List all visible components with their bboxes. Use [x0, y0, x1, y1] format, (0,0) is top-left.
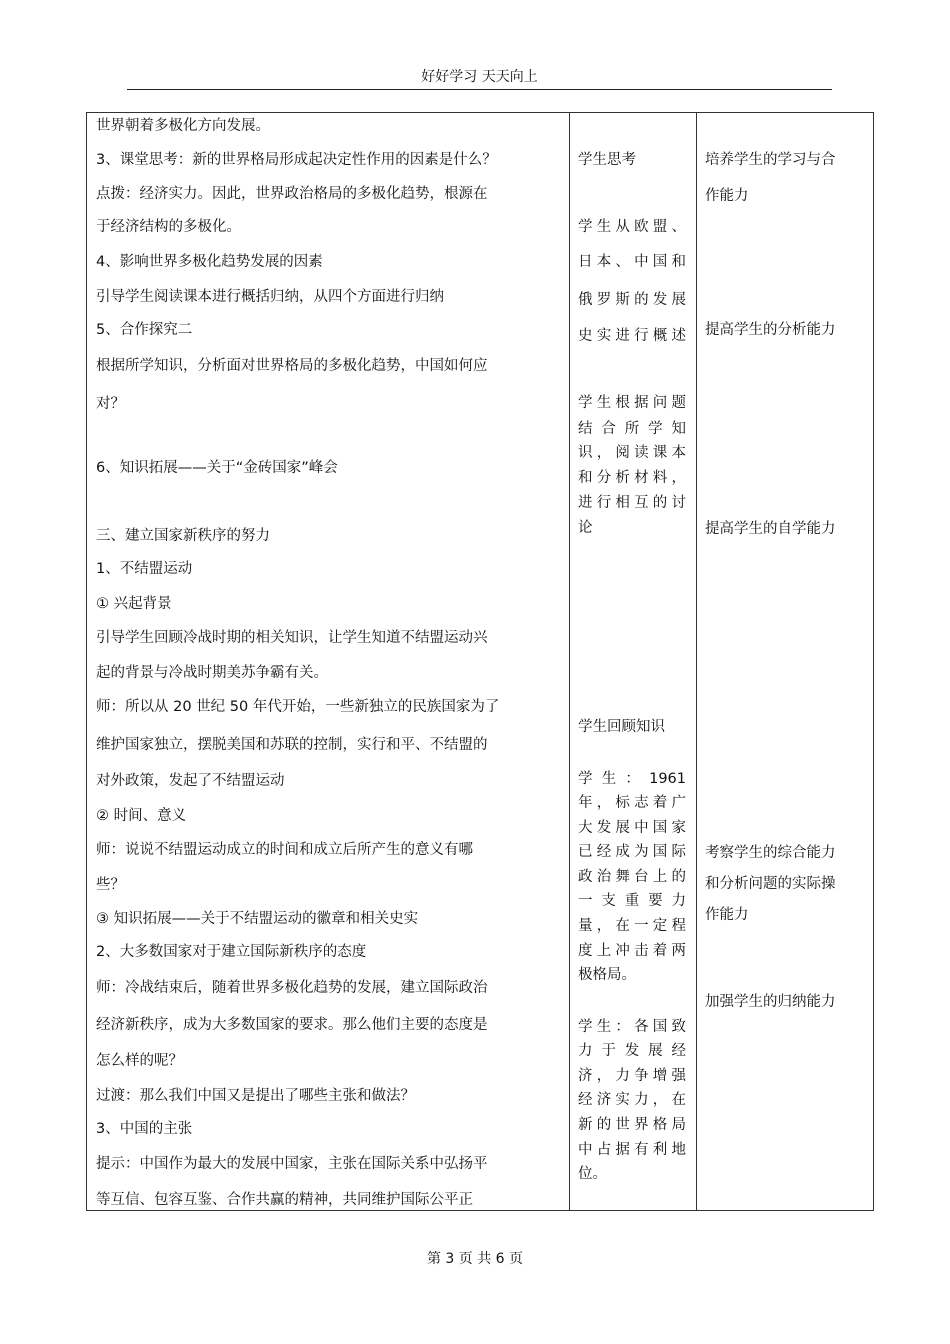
- content-line: 1、不结盟运动: [96, 561, 193, 577]
- student-activity-line: 年，标志着广: [578, 795, 686, 811]
- student-activity-line: 学生回顾知识: [578, 719, 665, 735]
- content-line: 点拨：经济实力。因此，世界政治格局的多极化趋势，根源在: [96, 186, 488, 202]
- student-activity-line: 学生：1961: [578, 771, 686, 787]
- content-line: 3、中国的主张: [96, 1121, 193, 1137]
- content-line: 等互信、包容互鉴、合作共赢的精神，共同维护国际公平正: [96, 1192, 473, 1208]
- content-line: 3、课堂思考：新的世界格局形成起决定性作用的因素是什么？: [96, 152, 497, 168]
- content-line: 世界朝着多极化方向发展。: [96, 118, 270, 134]
- design-intent-line: 和分析问题的实际操: [705, 876, 836, 892]
- content-line: ③ 知识拓展——关于不结盟运动的徽章和相关史实: [96, 911, 419, 927]
- content-line: 师：所以从 20 世纪 50 年代开始，一些新独立的民族国家为了: [96, 699, 500, 715]
- content-line: 些？: [96, 877, 125, 893]
- student-activity-line: 度上冲击着两: [578, 943, 686, 959]
- student-activity-line: 进行相互的讨: [578, 495, 686, 511]
- content-line: 于经济结构的多极化。: [96, 219, 241, 235]
- content-line: 对外政策，发起了不结盟运动: [96, 773, 285, 789]
- content-line: 经济新秩序，成为大多数国家的要求。那么他们主要的态度是: [96, 1017, 488, 1033]
- content-line: 5、合作探究二: [96, 322, 193, 338]
- design-intent-line: 考察学生的综合能力: [705, 845, 836, 861]
- student-activity-line: 学生根据问题: [578, 395, 686, 411]
- student-activity-line: 量，在一定程: [578, 918, 686, 934]
- student-activity-line: 已经成为国际: [578, 844, 686, 860]
- content-line: 根据所学知识，分析面对世界格局的多极化趋势，中国如何应: [96, 358, 488, 374]
- student-activity-line: 力于发展经: [578, 1043, 686, 1059]
- student-activity-line: 中占据有利地: [578, 1142, 686, 1158]
- student-activity-line: 新的世界格局: [578, 1117, 686, 1133]
- page-header: 好好学习 天天向上: [421, 69, 538, 85]
- student-activity-line: 日本、中国和: [578, 254, 686, 270]
- lesson-table: [86, 112, 874, 1211]
- content-line: 师：说说不结盟运动成立的时间和成立后所产生的意义有哪: [96, 842, 473, 858]
- content-line: 2、大多数国家对于建立国际新秩序的态度: [96, 944, 367, 960]
- student-activity-line: 经济实力，在: [578, 1092, 686, 1108]
- content-line: 师：冷战结束后，随着世界多极化趋势的发展，建立国际政治: [96, 980, 488, 996]
- content-line: 提示：中国作为最大的发展中国家，主张在国际关系中弘扬平: [96, 1156, 488, 1172]
- student-activity-line: 识，阅读课本: [578, 445, 686, 461]
- column-divider-2: [696, 113, 697, 1210]
- student-activity-line: 史实进行概述: [578, 328, 686, 344]
- content-line: 引导学生阅读课本进行概括归纳，从四个方面进行归纳: [96, 289, 444, 305]
- content-line: 4、影响世界多极化趋势发展的因素: [96, 254, 323, 270]
- content-line: 过渡：那么我们中国又是提出了哪些主张和做法？: [96, 1088, 415, 1104]
- student-activity-line: 大发展中国家: [578, 820, 686, 836]
- content-line: 对？: [96, 396, 125, 412]
- design-intent-line: 作能力: [705, 907, 749, 923]
- student-activity-line: 极格局。: [578, 967, 636, 983]
- student-activity-line: 结合所学知: [578, 421, 686, 437]
- content-line: 维护国家独立，摆脱美国和苏联的控制，实行和平、不结盟的: [96, 737, 488, 753]
- content-line: 怎么样的呢？: [96, 1053, 183, 1069]
- student-activity-line: 政治舞台上的: [578, 869, 686, 885]
- column-divider-1: [569, 113, 570, 1210]
- content-line: 6、知识拓展——关于“金砖国家”峰会: [96, 460, 338, 476]
- student-activity-line: 一支重要力: [578, 893, 686, 909]
- content-line: 引导学生回顾冷战时期的相关知识，让学生知道不结盟运动兴: [96, 630, 488, 646]
- content-line: 起的背景与冷战时期美苏争霸有关。: [96, 665, 328, 681]
- page-footer: 第 3 页 共 6 页: [426, 1251, 524, 1267]
- student-activity-line: 济，力争增强: [578, 1068, 686, 1084]
- header-rule: [127, 89, 832, 90]
- content-line: ① 兴起背景: [96, 596, 172, 612]
- design-intent-line: 提高学生的自学能力: [705, 521, 836, 537]
- student-activity-line: 学生思考: [578, 152, 636, 168]
- student-activity-line: 学生：各国致: [578, 1019, 686, 1035]
- design-intent-line: 培养学生的学习与合: [705, 152, 836, 168]
- content-line: ② 时间、意义: [96, 808, 187, 824]
- design-intent-line: 提高学生的分析能力: [705, 322, 836, 338]
- design-intent-line: 作能力: [705, 188, 749, 204]
- student-activity-line: 和分析材料，: [578, 470, 686, 486]
- student-activity-line: 学生从欧盟、: [578, 219, 686, 235]
- content-line: 三、建立国家新秩序的努力: [96, 528, 270, 544]
- student-activity-line: 俄罗斯的发展: [578, 292, 686, 308]
- student-activity-line: 论: [578, 520, 593, 536]
- student-activity-line: 位。: [578, 1166, 607, 1182]
- design-intent-line: 加强学生的归纳能力: [705, 994, 836, 1010]
